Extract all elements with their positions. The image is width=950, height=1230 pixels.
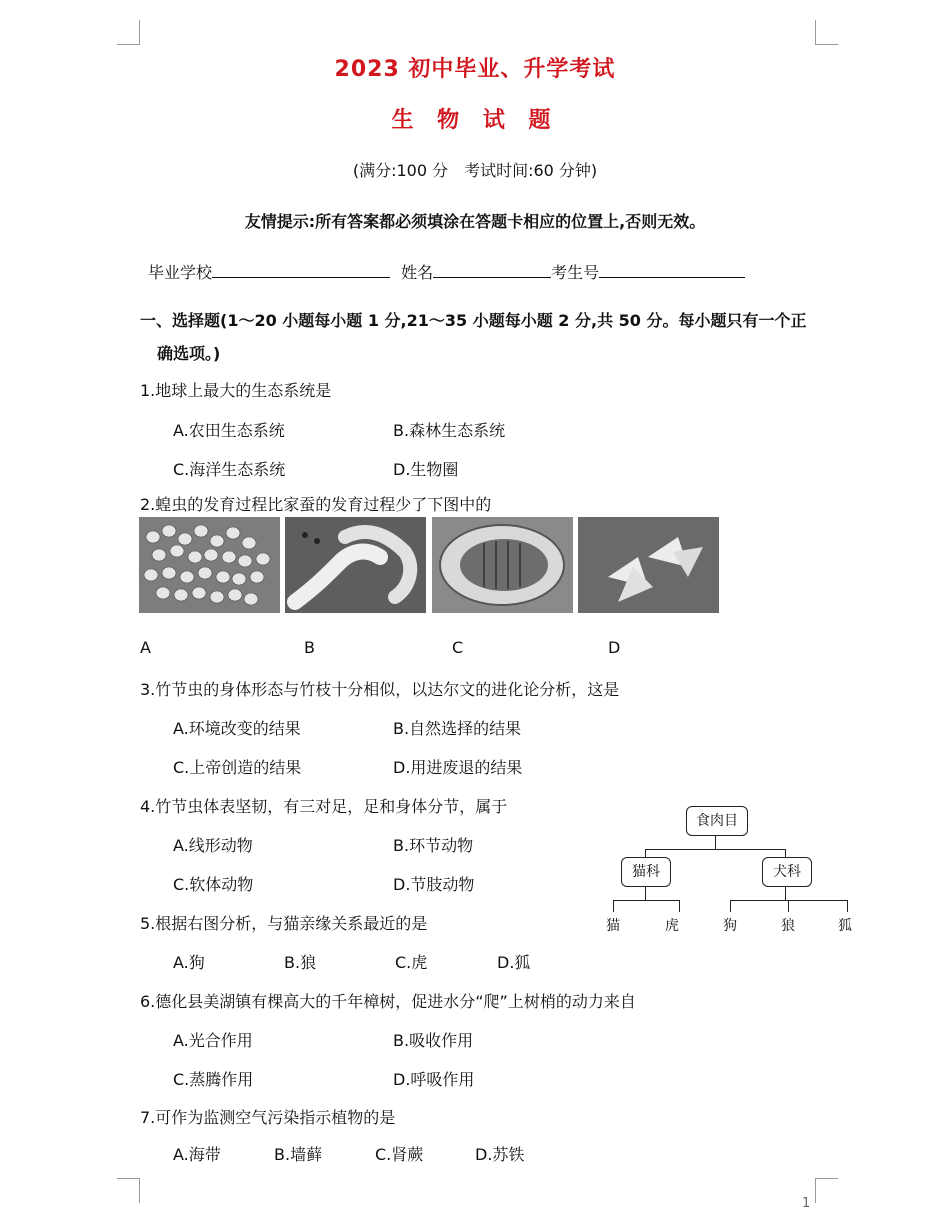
image-label-b[interactable]: B <box>304 638 315 657</box>
id-blank[interactable] <box>599 261 745 278</box>
q4-option-d[interactable]: D.节肢动物 <box>393 875 475 894</box>
tree-leaf-fox: 狐 <box>838 918 852 934</box>
section-heading-line1: 一、选择题(1～20 小题每小题 1 分,21～35 小题每小题 2 分,共 50 分。每小题只有一个正 <box>140 311 807 330</box>
pupa-photo <box>432 517 573 613</box>
tree-link <box>613 900 680 901</box>
id-label: 考生号 <box>551 263 600 282</box>
q5-option-b[interactable]: B.狼 <box>284 953 317 972</box>
q7-option-b[interactable]: B.墙藓 <box>274 1145 323 1164</box>
q4-option-a[interactable]: A.线形动物 <box>173 836 253 855</box>
tree-leaf-wolf: 狼 <box>781 918 795 934</box>
question-7: 7.可作为监测空气污染指示植物的是 <box>140 1108 396 1127</box>
q3-option-d[interactable]: D.用进废退的结果 <box>393 758 523 777</box>
crop-mark-bottom-left <box>117 1178 140 1203</box>
name-label: 姓名 <box>401 263 434 282</box>
q1-option-d[interactable]: D.生物圈 <box>393 460 459 479</box>
question-2: 2.蝗虫的发育过程比家蚕的发育过程少了下图中的 <box>140 495 492 514</box>
eggs-illustration <box>139 517 280 613</box>
moth-illustration <box>578 517 719 613</box>
tree-family-felidae: 猫科 <box>621 857 671 887</box>
q6-option-a[interactable]: A.光合作用 <box>173 1031 253 1050</box>
q1-option-a[interactable]: A.农田生态系统 <box>173 421 285 440</box>
pupa-illustration <box>432 517 573 613</box>
q5-option-a[interactable]: A.狗 <box>173 953 205 972</box>
q4-option-b[interactable]: B.环节动物 <box>393 836 474 855</box>
q3-option-a[interactable]: A.环境改变的结果 <box>173 719 301 738</box>
tree-leaf-cat: 猫 <box>606 918 620 934</box>
question-1: 1.地球上最大的生态系统是 <box>140 381 332 400</box>
tree-link <box>730 900 848 901</box>
school-blank[interactable] <box>212 261 390 278</box>
larva-illustration <box>285 517 426 613</box>
school-label: 毕业学校 <box>148 263 213 282</box>
tree-root-order: 食肉目 <box>686 806 748 836</box>
tree-link <box>730 900 731 912</box>
tree-link <box>785 886 786 901</box>
tree-link <box>715 835 716 849</box>
student-info-line <box>148 260 745 283</box>
tree-leaf-dog: 狗 <box>723 918 737 934</box>
section-heading-line2: 确选项。) <box>157 344 221 363</box>
q6-option-c[interactable]: C.蒸腾作用 <box>173 1070 254 1089</box>
tree-leaf-tiger: 虎 <box>665 918 679 934</box>
question-5: 5.根据右图分析，与猫亲缘关系最近的是 <box>140 914 428 933</box>
q7-option-c[interactable]: C.肾蕨 <box>375 1145 424 1164</box>
tree-link <box>645 849 786 850</box>
subject-title: 生 物 试 题 <box>391 108 559 133</box>
q7-option-d[interactable]: D.苏铁 <box>475 1145 525 1164</box>
q3-option-b[interactable]: B.自然选择的结果 <box>393 719 522 738</box>
crop-mark-top-left <box>117 20 140 45</box>
question-3: 3.竹节虫的身体形态与竹枝十分相似，以达尔文的进化论分析，这是 <box>140 680 620 699</box>
tree-link <box>679 900 680 912</box>
image-label-a[interactable]: A <box>140 638 151 657</box>
q3-option-c[interactable]: C.上帝创造的结果 <box>173 758 302 777</box>
tree-family-canidae: 犬科 <box>762 857 812 887</box>
tree-link <box>788 900 789 912</box>
crop-mark-bottom-right <box>815 1178 838 1203</box>
question-6: 6.德化县美湖镇有棵高大的千年樟树，促进水分“爬”上树梢的动力来自 <box>140 992 636 1011</box>
image-label-c[interactable]: C <box>452 638 464 657</box>
q6-option-d[interactable]: D.呼吸作用 <box>393 1070 475 1089</box>
page-number: 1 <box>802 1196 811 1211</box>
q4-option-c[interactable]: C.软体动物 <box>173 875 254 894</box>
question-4: 4.竹节虫体表坚韧，有三对足，足和身体分节，属于 <box>140 797 508 816</box>
larva-photo <box>285 517 426 613</box>
adult-moth-photo <box>578 517 719 613</box>
exam-meta: (满分:100 分 考试时间:60 分钟) <box>352 161 598 180</box>
name-blank[interactable] <box>433 261 551 278</box>
q6-option-b[interactable]: B.吸收作用 <box>393 1031 474 1050</box>
tree-link <box>645 886 646 901</box>
eggs-photo <box>139 517 280 613</box>
exam-title: 2023 初中毕业、升学考试 <box>334 57 616 82</box>
crop-mark-top-right <box>815 20 838 45</box>
q7-option-a[interactable]: A.海带 <box>173 1145 221 1164</box>
q5-option-d[interactable]: D.狐 <box>497 953 531 972</box>
tree-link <box>613 900 614 912</box>
q1-option-b[interactable]: B.森林生态系统 <box>393 421 506 440</box>
q5-option-c[interactable]: C.虎 <box>395 953 428 972</box>
image-label-d[interactable]: D <box>608 638 621 657</box>
tree-link <box>847 900 848 912</box>
friendly-tip: 友情提示:所有答案都必须填涂在答题卡相应的位置上,否则无效。 <box>244 212 706 231</box>
q1-option-c[interactable]: C.海洋生态系统 <box>173 460 286 479</box>
